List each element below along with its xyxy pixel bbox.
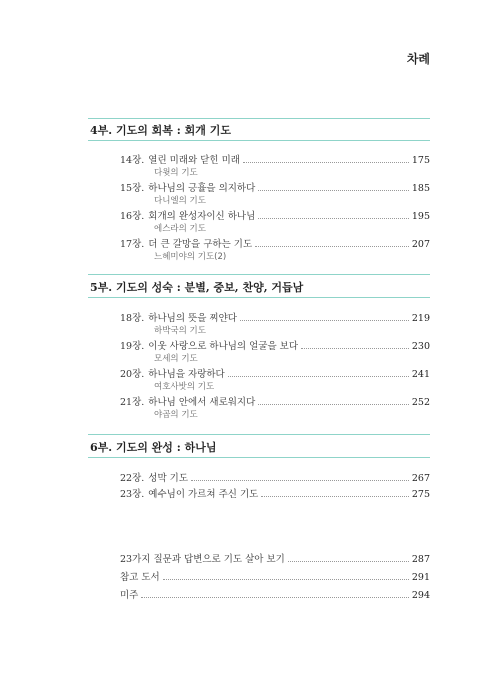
chapter-title: 예수님이 가르쳐 주신 기도 [148,489,259,500]
leader-dots [288,560,409,562]
page-number: 207 [411,239,430,250]
leader-dots [301,347,409,349]
toc-entry[interactable] [120,338,430,352]
page-number: 230 [411,341,430,352]
chapter-number: 22장. [120,473,145,484]
part-6-title: 6부. 기도의 완성 : 하나님 [90,441,217,454]
toc-entry[interactable] [120,366,430,380]
part-5-top-rule [88,274,430,275]
leader-dots [240,319,409,321]
chapter-number: 20장. [120,369,145,380]
chapter-subtitle: 다니엘의 기도 [154,196,206,206]
chapter-title: 성막 기도 [148,473,189,484]
leader-dots [228,375,409,377]
page-number: 185 [411,183,430,194]
leader-dots [255,245,409,247]
chapter-title: 하나님 안에서 새로워지다 [148,397,256,408]
chapter-subtitle: 야곱의 기도 [154,410,198,420]
page-number: 252 [411,397,430,408]
chapter-number: 19장. [120,341,145,352]
toc-entry[interactable] [120,470,430,484]
chapter-title: 하나님의 긍휼을 의지하다 [148,183,256,194]
page-number: 267 [411,473,430,484]
part-6-bottom-rule [88,457,430,458]
page-number: 241 [411,369,430,380]
page-number: 219 [411,313,430,324]
chapter-subtitle: 느헤미야의 기도(2) [154,252,227,262]
chapter-number: 15장. [120,183,145,194]
page-number: 294 [411,590,430,601]
leader-dots [191,479,409,481]
page-number: 275 [411,489,430,500]
chapter-title: 열린 미래와 닫힌 미래 [148,155,240,166]
extra-title: 참고 도서 [120,572,160,583]
part-4-top-rule [88,118,430,119]
toc-entry[interactable] [120,152,430,166]
chapter-title: 하나님을 자랑하다 [148,369,225,380]
toc-entry[interactable] [120,236,430,250]
chapter-subtitle: 모세의 기도 [154,354,198,364]
page-number: 287 [411,554,430,565]
part-6-top-rule [88,434,430,435]
extra-title: 23가지 질문과 답변으로 기도 살아 보기 [120,554,285,565]
chapter-title: 더 큰 갈망을 구하는 기도 [148,239,253,250]
chapter-title: 이웃 사랑으로 하나님의 얼굴을 보다 [148,341,299,352]
toc-entry[interactable] [120,394,430,408]
page-number: 195 [411,211,430,222]
chapter-number: 21장. [120,397,145,408]
page-number: 175 [411,155,430,166]
chapter-number: 18장. [120,313,145,324]
chapter-title: 회개의 완성자이신 하나님 [148,211,256,222]
toc-entry[interactable] [120,208,430,222]
leader-dots [258,403,409,405]
leader-dots [163,578,409,580]
part-5-bottom-rule [88,297,430,298]
part-5-title: 5부. 기도의 성숙 : 분별, 중보, 찬양, 거듭남 [90,281,304,294]
chapter-subtitle: 에스라의 기도 [154,224,206,234]
toc-extra-entry[interactable] [120,587,430,601]
page-number: 291 [411,572,430,583]
leader-dots [141,596,409,598]
toc-entry[interactable] [120,310,430,324]
chapter-title: 하나님의 뜻을 찌얀다 [148,313,237,324]
part-4-title: 4부. 기도의 회복 : 회개 기도 [90,124,231,137]
chapter-number: 14장. [120,155,145,166]
toc-extra-entry[interactable] [120,551,430,565]
chapter-number: 16장. [120,211,145,222]
leader-dots [261,495,409,497]
toc-entry[interactable] [120,180,430,194]
chapter-subtitle: 다윗의 기도 [154,168,198,178]
chapter-subtitle: 여호사밧의 기도 [154,382,215,392]
leader-dots [258,217,409,219]
page-header: 차례 [406,52,430,66]
leader-dots [243,161,409,163]
toc-extra-entry[interactable] [120,569,430,583]
toc-entry[interactable] [120,486,430,500]
chapter-number: 17장. [120,239,145,250]
part-4-bottom-rule [88,140,430,141]
chapter-subtitle: 하박국의 기도 [154,326,206,336]
leader-dots [258,189,409,191]
extra-title: 미주 [120,590,139,601]
chapter-number: 23장. [120,489,145,500]
